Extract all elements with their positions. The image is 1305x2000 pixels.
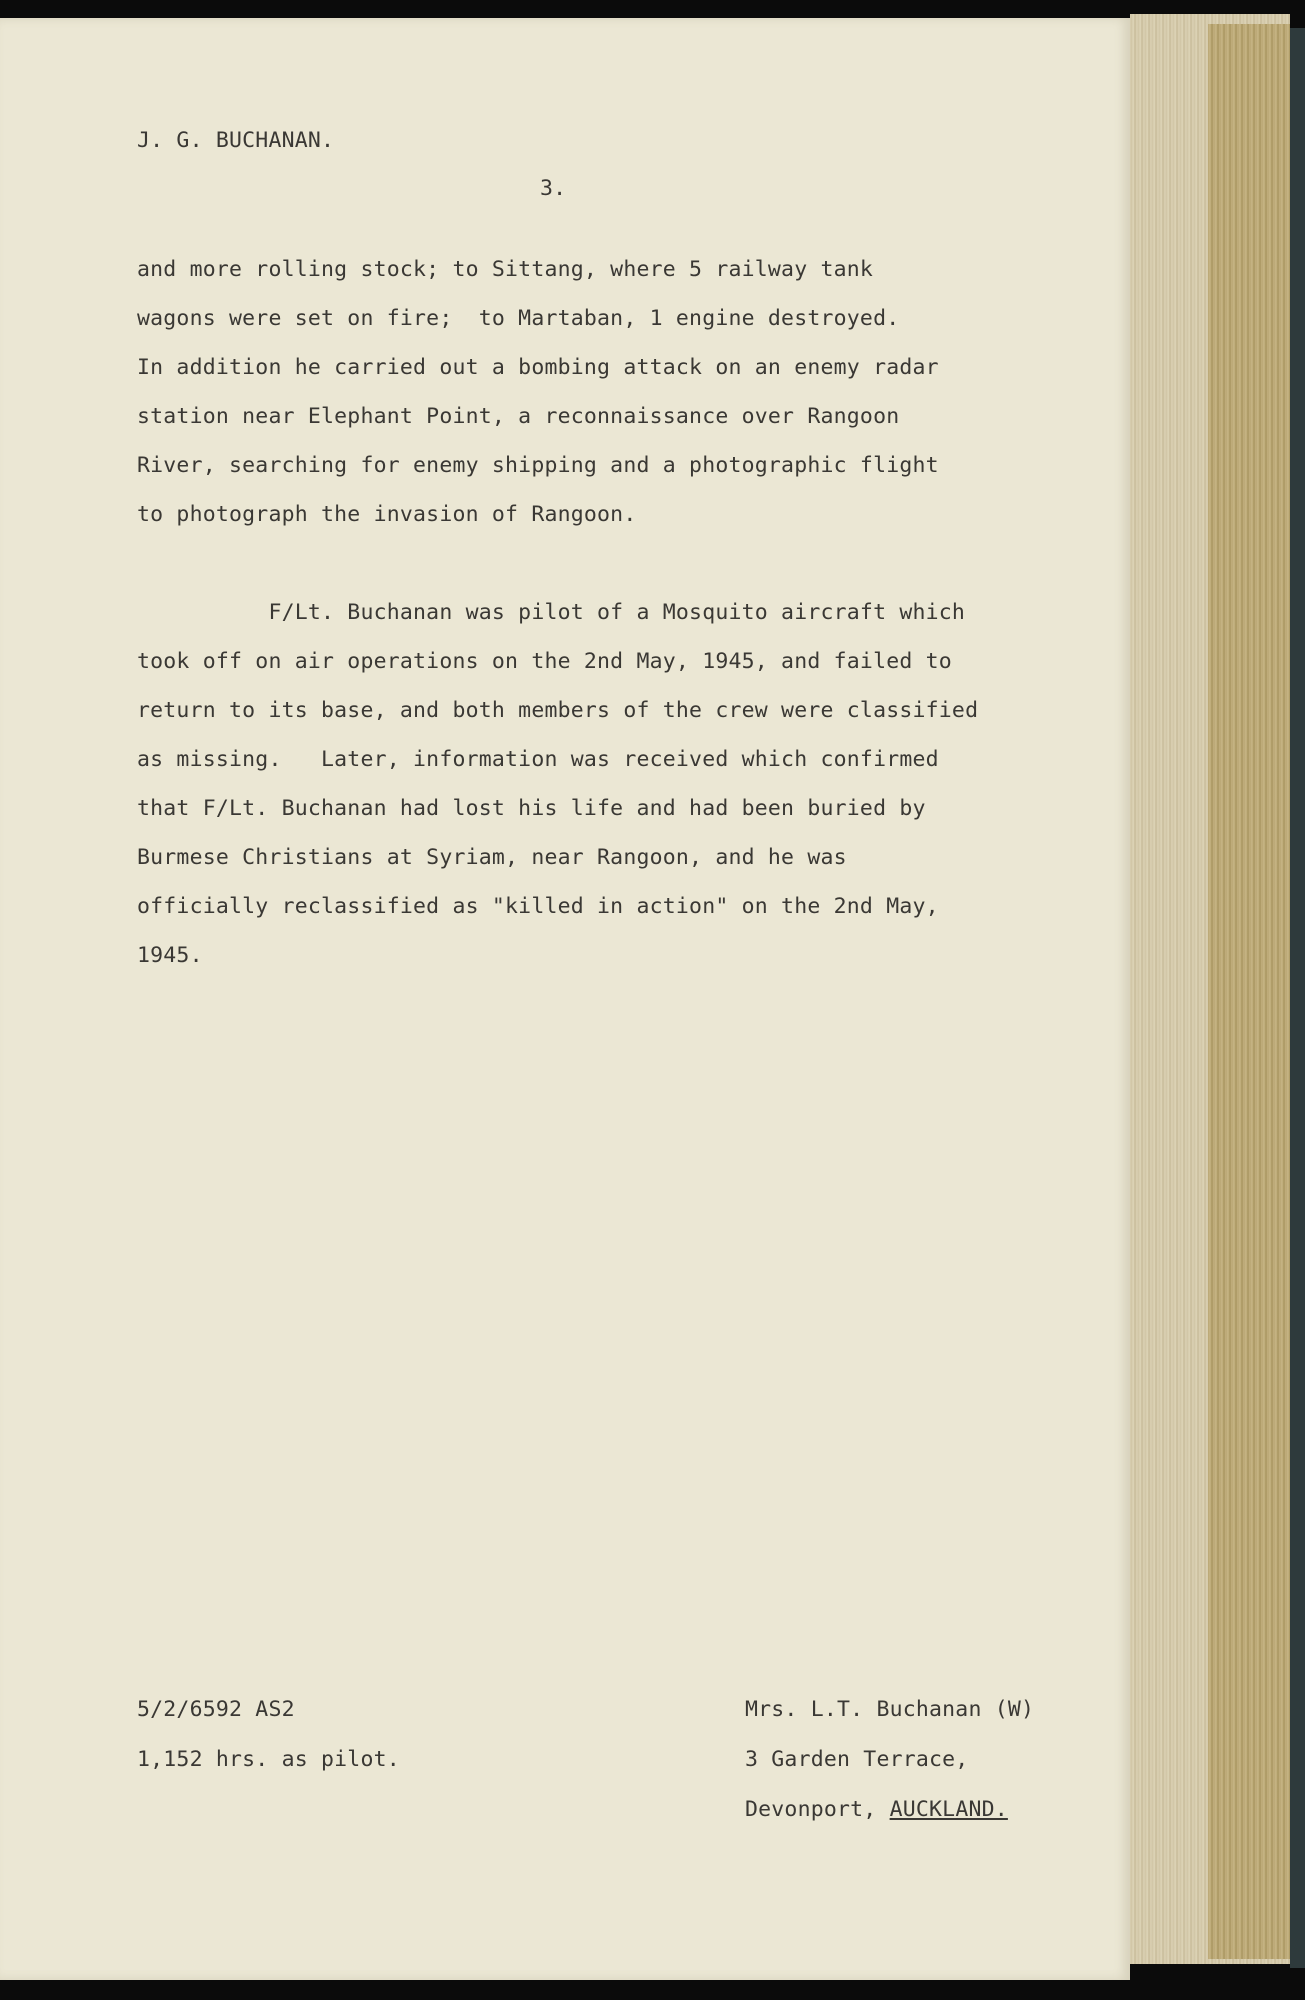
body-line: and more rolling stock; to Sittang, where 5 railway tank (137, 257, 874, 282)
body-line: Burmese Christians at Syriam, near Rangoon, and he was (137, 845, 847, 870)
body-line: took off on air operations on the 2nd May, 1945, and failed to (137, 649, 952, 674)
body-line: 1945. (137, 943, 203, 968)
book-page-edges (1130, 14, 1290, 1964)
book-page-edges-shadow (1208, 24, 1290, 1959)
service-reference (137, 1685, 400, 1785)
book-cover-edge (1290, 28, 1305, 1968)
address-street: 3 Garden Terrace, (745, 1747, 969, 1772)
record-body (137, 245, 1087, 980)
service-number: 5/2/6592 AS2 (137, 1697, 295, 1722)
body-line: to photograph the invasion of Rangoon. (137, 502, 637, 527)
body-line: wagons were set on fire; to Martaban, 1 engine destroyed. (137, 306, 900, 331)
body-line: that F/Lt. Buchanan had lost his life and had been buried by (137, 796, 926, 821)
next-of-kin-address (745, 1685, 1034, 1835)
body-line: return to its base, and both members of the crew were classified (137, 698, 979, 723)
body-line: River, searching for enemy shipping and a photographic flight (137, 453, 939, 478)
body-line (137, 539, 1087, 588)
body-line: F/Lt. Buchanan was pilot of a Mosquito aircraft which (137, 600, 966, 625)
flying-hours: 1,152 hrs. as pilot. (137, 1747, 400, 1772)
address-suburb: Devonport, (745, 1797, 890, 1822)
address-city-line (745, 1785, 1034, 1835)
body-line: officially reclassified as "killed in action" on the 2nd May, (137, 894, 939, 919)
page-number: 3. (540, 176, 567, 201)
body-line: In addition he carried out a bombing attack on an enemy radar (137, 355, 939, 380)
body-line: as missing. Later, information was received which confirmed (137, 747, 939, 772)
address-city: AUCKLAND. (889, 1797, 1008, 1822)
next-of-kin-name: Mrs. L.T. Buchanan (W) (745, 1697, 1035, 1722)
record-name-header: J. G. BUCHANAN. (137, 128, 335, 153)
body-line: station near Elephant Point, a reconnaissance over Rangoon (137, 404, 900, 429)
